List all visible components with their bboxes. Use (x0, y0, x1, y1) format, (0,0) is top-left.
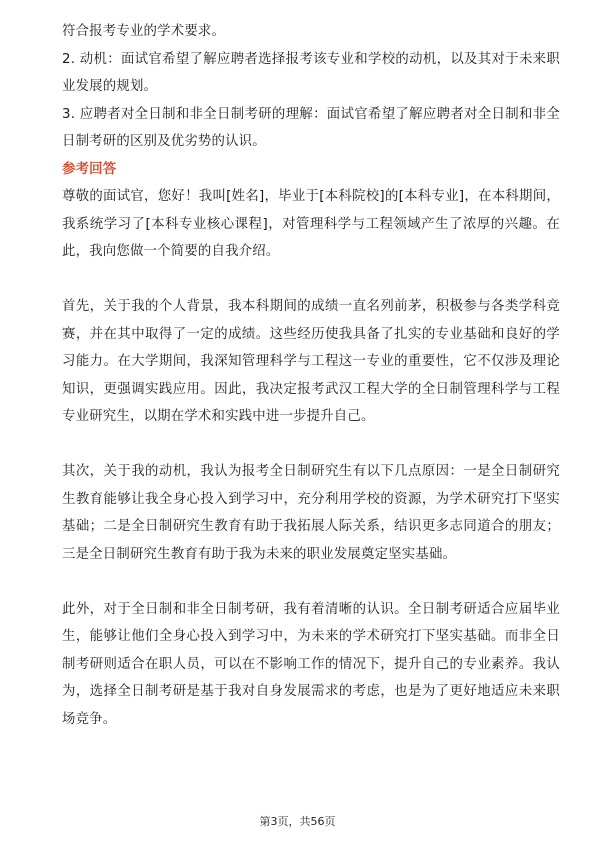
paragraph-spacer (62, 266, 560, 294)
point-motivation: 2. 动机：面试官希望了解应聘者选择报考该专业和学校的动机，以及其对于未来职业发展的规划。 (62, 51, 560, 94)
intro-continuation: 符合报考专业的学术要求。 (62, 24, 226, 39)
answer-paragraph-motivation: 其次，关于我的动机，我认为报考全日制研究生有以下几点原因：一是全日制研究生教育能够让我全身心投入到学习中，充分利用学校的资源，为学术研究打下坚实基础；二是全日制研究生教育有助于我拓展人际关系，结识更多志同道合的朋友；三是全日制研究生教育有助于我为未来的职业发展奠定坚实基础。 (62, 464, 560, 562)
answer-paragraph-greeting: 尊敬的面试官，您好！我叫[姓名]，毕业于[本科院校]的[本科专业]，在本科期间，我系统学习了[本科专业核心课程]，对管理科学与工程领域产生了浓厚的兴趣。在此，我向您做一个简要的自我介绍。 (62, 189, 560, 259)
paragraph-spacer (62, 568, 560, 596)
answer-paragraph-understanding: 此外，对于全日制和非全日制考研，我有着清晰的认识。全日制考研适合应届毕业生，能够让他们全身心投入到学习中，为未来的学术研究打下坚实基础。而非全日制考研则适合在职人员，可以在不影响工作的情况下，提升自己的专业素养。我认为，选择全日制考研是基于我对自身发展需求的考虑，也是为了更好地适应未来职场竞争。 (62, 601, 560, 727)
page-number: 第3页，共56页 (259, 815, 336, 828)
answer-paragraph-background: 首先，关于我的个人背景，我本科期间的成绩一直名列前茅，积极参与各类学科竞赛，并在其中取得了一定的成绩。这些经历使我具备了扎实的专业基础和良好的学习能力。在大学期间，我深知管理科学与工程这一专业的重要性，它不仅涉及理论知识，更强调实践应用。因此，我决定报考武汉工程大学的全日制管理科学与工程专业研究生，以期在学术和实践中进一步提升自己。 (62, 299, 560, 424)
page-content (62, 18, 560, 733)
reference-answer-heading: 参考回答 (62, 161, 117, 177)
point-understanding: 3. 应聘者对全日制和非全日制考研的理解：面试官希望了解应聘者对全日制和非全日制考研的区别及优劣势的认识。 (62, 106, 560, 149)
paragraph-spacer (62, 431, 560, 459)
